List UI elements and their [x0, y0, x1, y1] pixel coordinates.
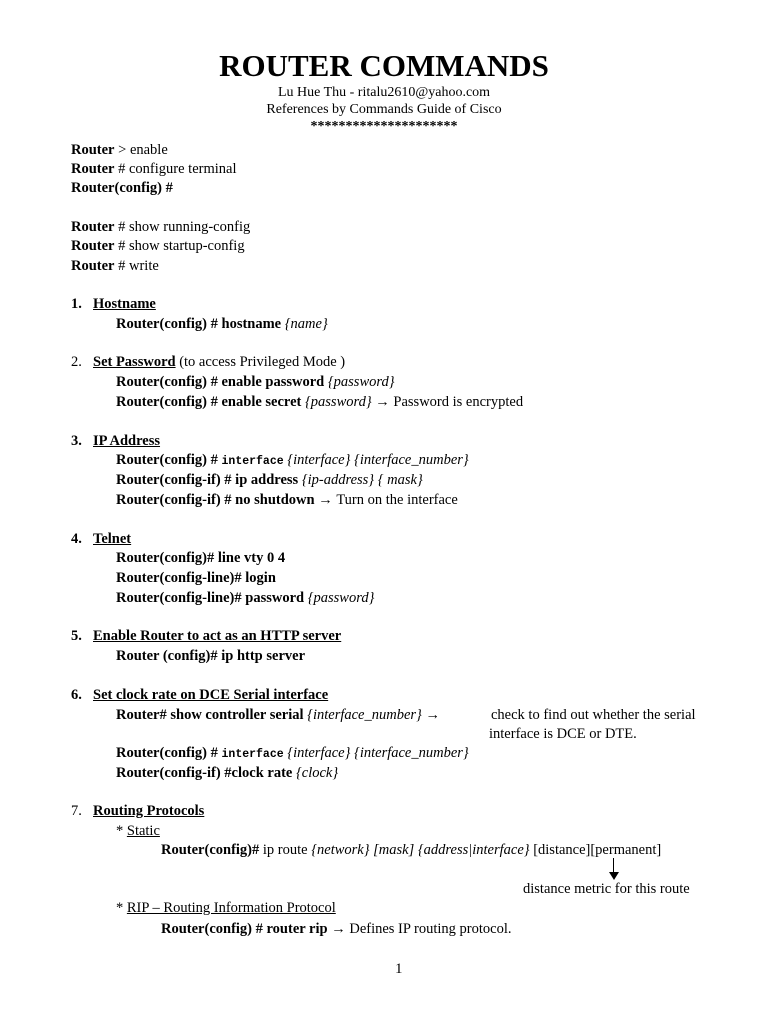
distance-note: distance metric for this route: [523, 881, 690, 897]
basic-command-enable: Router > enable: [71, 142, 168, 158]
arrow-icon: →: [331, 921, 350, 937]
section-hostname-heading: 1. Hostname: [71, 296, 156, 312]
author-line: Lu Hue Thu - ritalu2610@yahoo.com: [277, 85, 491, 100]
section-http-heading: 5. Enable Router to act as an HTTP server: [71, 628, 342, 644]
show-controller-desc: check to find out whether the serial: [491, 707, 696, 723]
page-number: 1: [395, 961, 403, 977]
clock-rate-command: Router(config-if) #clock rate {clock}: [116, 765, 339, 781]
reference-line: References by Commands Guide of Cisco: [266, 102, 502, 117]
stars-divider: *********************: [310, 119, 458, 134]
ip-address-command: Router(config-if) # ip address {ip-address} { mask}: [116, 472, 423, 488]
basic-command-show-startup: Router # show startup-config: [71, 238, 245, 254]
static-route-command: Router(config)# ip route {network} [mask] {address|interface} [distance][permanent]: [161, 842, 662, 858]
basic-command-show-running: Router # show running-config: [71, 219, 251, 235]
rip-label: * RIP – Routing Information Protocol: [116, 900, 336, 916]
show-controller-desc-cont: interface is DCE or DTE.: [489, 726, 637, 742]
section-clock-rate-heading: 6. Set clock rate on DCE Serial interface: [71, 687, 329, 703]
section-password-heading: 2. Set Password (to access Privileged Mode ): [71, 354, 346, 370]
enable-password-command: Router(config) # enable password {password}: [116, 374, 395, 390]
http-server-command: Router (config)# ip http server: [116, 648, 306, 664]
basic-command-config-prompt: Router(config) #: [71, 180, 173, 196]
section-routing-heading: 7. Routing Protocols: [71, 803, 205, 819]
line-vty-command: Router(config)# line vty 0 4: [116, 550, 286, 566]
page-title: ROUTER COMMANDS: [219, 48, 549, 83]
no-shutdown-command: Router(config-if) # no shutdown → Turn on the interface: [116, 492, 458, 508]
basic-command-write: Router # write: [71, 258, 159, 274]
login-command: Router(config-line)# login: [116, 570, 276, 586]
line-password-command: Router(config-line)# password {password}: [116, 590, 375, 606]
arrow-icon: →: [318, 492, 337, 508]
router-rip-command: Router(config) # router rip → Defines IP routing protocol.: [161, 921, 512, 937]
interface-command-2: Router(config) # interface {interface} {interface_number}: [116, 745, 469, 761]
down-arrow-icon: [613, 858, 614, 873]
arrow-icon: →: [371, 394, 394, 410]
static-label: * Static: [116, 823, 160, 839]
arrow-icon: →: [421, 707, 440, 723]
enable-secret-command: Router(config) # enable secret {password} → Password is encrypted: [116, 394, 524, 410]
section-ip-address-heading: 3. IP Address: [71, 433, 161, 449]
hostname-command: Router(config) # hostname {name}: [116, 316, 328, 332]
interface-command: Router(config) # interface {interface} {interface_number}: [116, 452, 469, 468]
down-arrowhead-icon: [609, 872, 619, 880]
show-controller-command: Router# show controller serial {interface_number} →: [116, 707, 440, 723]
section-telnet-heading: 4. Telnet: [71, 531, 132, 547]
basic-command-configure: Router # configure terminal: [71, 161, 237, 177]
